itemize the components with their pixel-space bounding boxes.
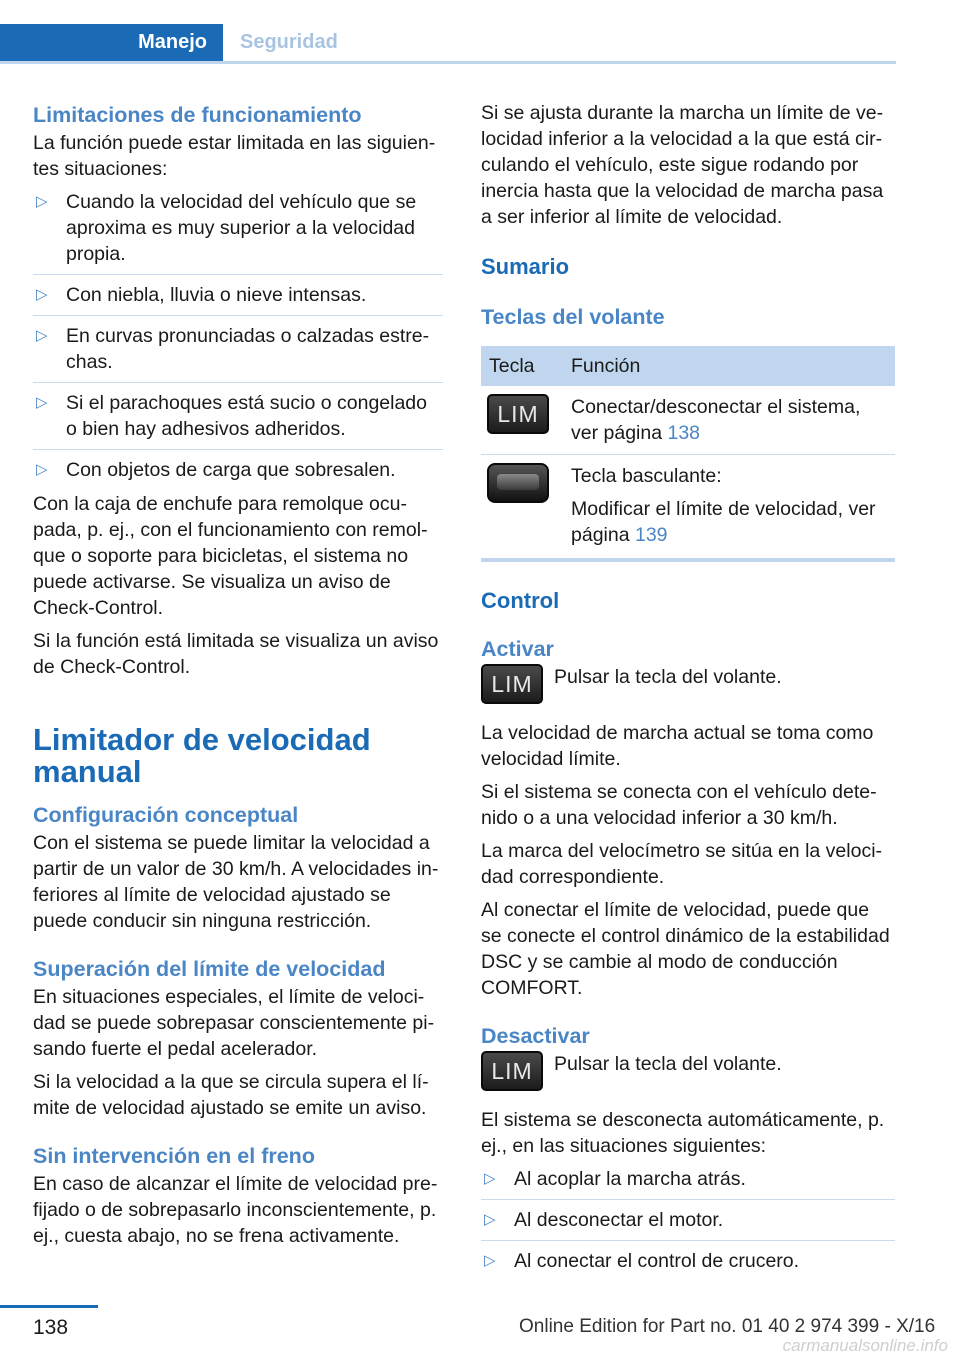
triangle-bullet-icon: ▷: [36, 193, 48, 210]
list-item: ▷ Con niebla, lluvia o nieve intensas.: [33, 282, 443, 316]
paragraph-caja-enchufe: Con la caja de enchufe para remolque ocupada, p. ej., con el funcionamiento con remolque o soporte para bicicletas, el sistema no puede activarse. Se visualiza un aviso de Check-Control.: [33, 493, 428, 619]
paragraph-superacion-2: Si la velocidad a la que se circula supera el límite de velocidad ajustado se emite un aviso.: [33, 1071, 429, 1119]
heading-desactivar: Desactivar: [481, 1024, 590, 1048]
list-item: ▷ Cuando la velocidad del vehículo que se aproxima es muy superior a la velocidad propia.: [33, 189, 443, 275]
column-header-tecla: Tecla: [481, 346, 563, 386]
paragraph-sin-freno: En caso de alcanzar el límite de velocidad prefijado o de sobrepasarlo inconscientemente, p. ej., cuesta abajo, no se frena activamente.: [33, 1173, 438, 1247]
limitaciones-list: [33, 189, 443, 485]
triangle-bullet-icon: ▷: [36, 286, 48, 303]
desactivar-row: [481, 1051, 895, 1099]
triangle-bullet-icon: ▷: [484, 1252, 496, 1269]
footer-divider: [0, 1305, 98, 1308]
section-tabbar: [0, 24, 896, 64]
triangle-bullet-icon: ▷: [36, 327, 48, 344]
page-link-138[interactable]: 138: [667, 422, 701, 444]
triangle-bullet-icon: ▷: [484, 1211, 496, 1228]
list-item: ▷ Si el parachoques está sucio o congelado o bien hay adhesivos adheridos.: [33, 390, 443, 450]
edition-text: Online Edition for Part no. 01 40 2 974 399 - X/16: [519, 1316, 936, 1337]
lim-key-icon: LIM: [481, 1051, 543, 1091]
heading-control: Control: [481, 588, 560, 613]
paragraph-desactivar: El sistema se desconecta automáticamente, p. ej., en las situaciones siguientes:: [481, 1109, 885, 1157]
paragraph-activar-3: La marca del velocímetro se sitúa en la velocidad correspondiente.: [481, 840, 883, 888]
list-item: ▷ Al conectar el control de crucero.: [484, 1250, 800, 1272]
right-column: [481, 100, 895, 1282]
column-header-funcion: Función: [563, 346, 895, 386]
heading-superacion: Superación del límite de velocidad: [33, 957, 386, 981]
paragraph-limitaciones: La función puede estar limitada en las siguientes situaciones:: [33, 132, 436, 180]
paragraph-intro: Si se ajusta durante la marcha un límite de velocidad inferior a la velocidad a la que está circulando el vehículo, este sigue rodando por inercia hasta que la velocidad de marcha pasa a ser inferior al límite de velocidad.: [481, 102, 884, 228]
lim-key-icon: LIM: [481, 664, 543, 704]
watermark: carmanualsonline.info: [782, 1336, 948, 1355]
paragraph-funcion-limitada: Si la función está limitada se visualiza un aviso de Check-Control.: [33, 630, 439, 678]
heading-activar: Activar: [481, 637, 554, 661]
list-item: ▷ En curvas pronunciadas o calzadas estrechas.: [33, 323, 443, 383]
table-row: Tecla basculante: Modificar el límite de velocidad, ver página 139: [481, 455, 895, 561]
heading-limitador: Limitador de velocidad manual: [33, 722, 371, 789]
left-column: [33, 100, 443, 1256]
table-row: LIM Conectar/desconectar el sistema, ver página 138: [481, 386, 895, 455]
list-item: ▷ Con objetos de carga que sobresalen.: [36, 459, 396, 481]
paragraph-activar-1: La velocidad de marcha actual se toma como velocidad límite.: [481, 722, 874, 770]
heading-configuracion: Configuración conceptual: [33, 803, 299, 827]
rocker-key-icon: [487, 463, 549, 503]
keys-table: [481, 346, 895, 562]
activar-instruction: Pulsar la tecla del volante.: [554, 666, 782, 688]
desactivar-list: [481, 1166, 895, 1276]
paragraph-configuracion: Con el sistema se puede limitar la velocidad a partir de un valor de 30 km/h. A velocidades inferiores al límite de velocidad ajustado se puede conducir sin ninguna restricción.: [33, 832, 439, 932]
triangle-bullet-icon: ▷: [36, 461, 48, 478]
triangle-bullet-icon: ▷: [484, 1170, 496, 1187]
page-number: 138: [33, 1316, 69, 1339]
heading-teclas: Teclas del volante: [481, 305, 665, 329]
table-header-row: [481, 346, 895, 386]
tab-manejo[interactable]: Manejo: [0, 24, 223, 61]
list-item: ▷ Al acoplar la marcha atrás.: [481, 1166, 895, 1200]
activar-row: [481, 664, 895, 712]
list-item: ▷ Al desconectar el motor.: [481, 1207, 895, 1241]
lim-key-icon: LIM: [487, 394, 549, 434]
triangle-bullet-icon: ▷: [36, 394, 48, 411]
paragraph-activar-4: Al conectar el límite de velocidad, puede que se conecte el control dinámico de la estabilidad DSC y se cambie al modo de conducción COMFORT.: [481, 899, 890, 999]
paragraph-activar-2: Si el sistema se conecta con el vehículo detenido o a una velocidad inferior a 30 km/h.: [481, 781, 877, 829]
tab-seguridad[interactable]: Seguridad: [240, 31, 338, 53]
paragraph-superacion-1: En situaciones especiales, el límite de velocidad se puede sobrepasar conscientemente pisando fuerte el pedal acelerador.: [33, 986, 435, 1060]
page-link-139[interactable]: 139: [634, 524, 668, 546]
heading-sumario: Sumario: [481, 254, 570, 279]
heading-sin-freno: Sin intervención en el freno: [33, 1144, 315, 1168]
desactivar-instruction: Pulsar la tecla del volante.: [554, 1053, 782, 1075]
heading-limitaciones: Limitaciones de funcionamiento: [33, 103, 362, 127]
